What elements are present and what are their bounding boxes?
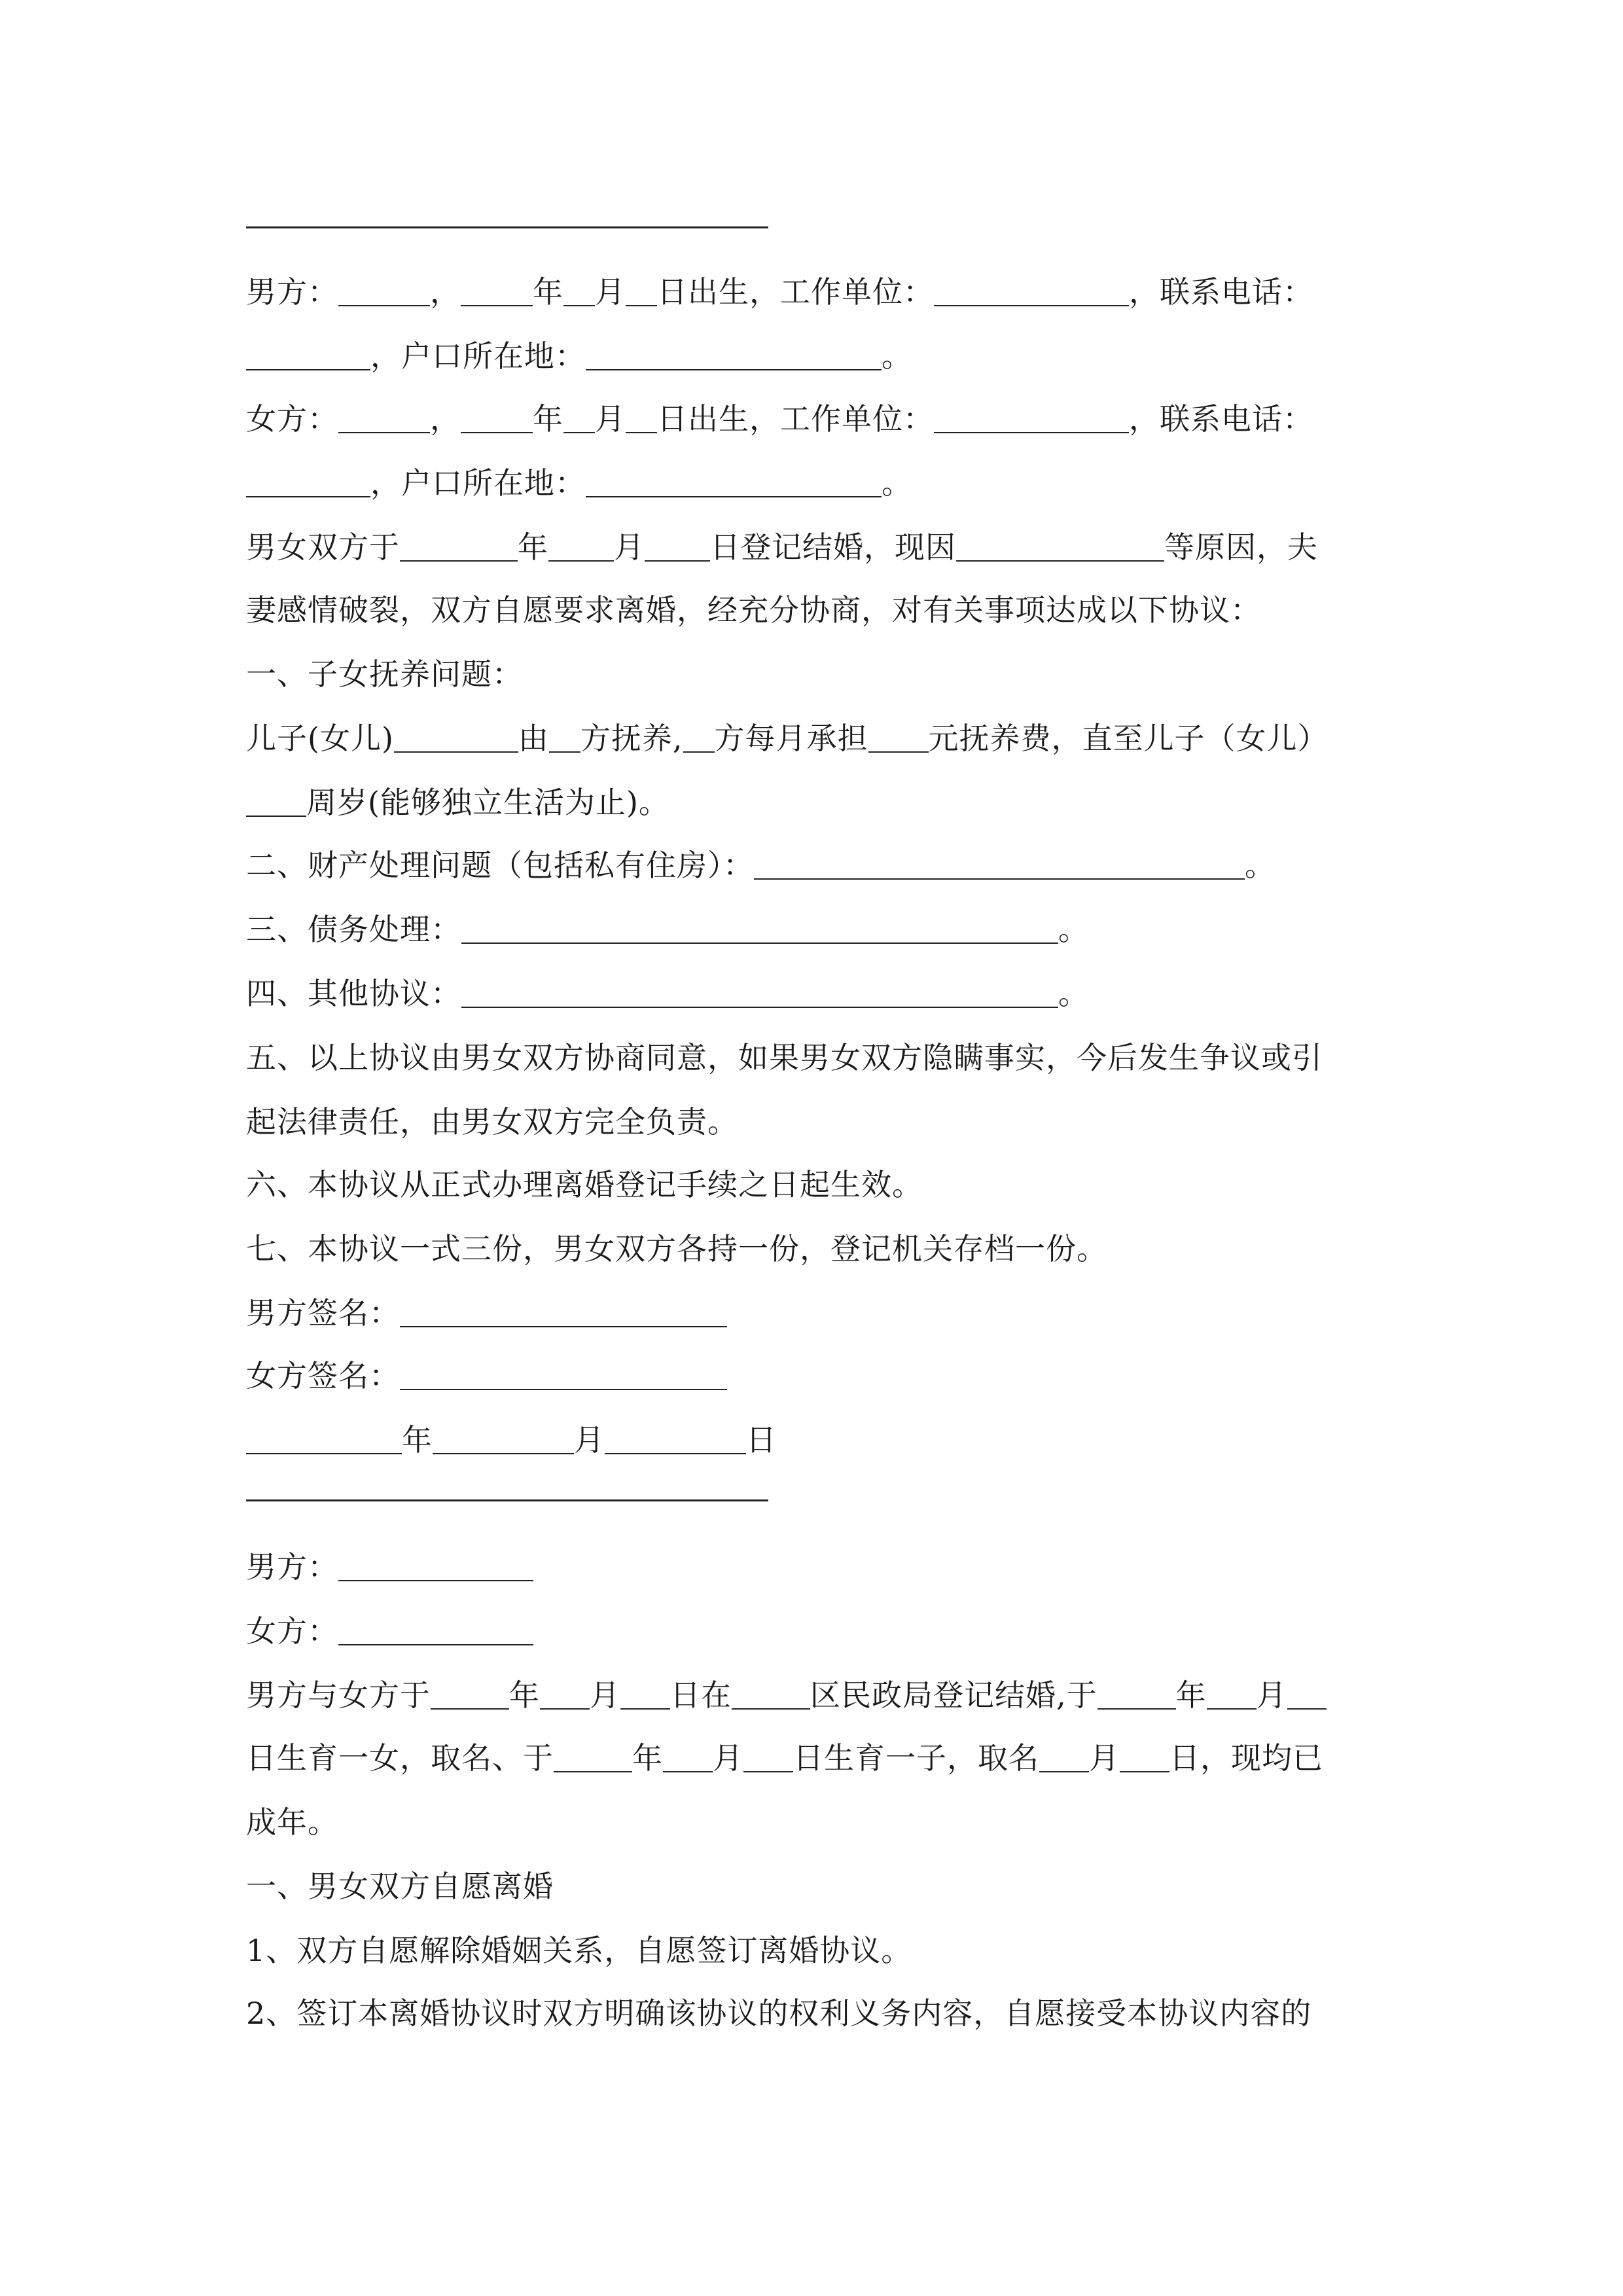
doc2-girl-day-field[interactable] [1287, 1681, 1327, 1710]
male-info-line-1: 男方： ， 年 月 日出生，工作单位： ，联系电话： [246, 274, 1313, 310]
male-phone-field[interactable] [246, 342, 370, 370]
custody-party-field[interactable] [549, 724, 580, 753]
top-separator [246, 226, 768, 228]
feelings-line: 妻感情破裂，双方自愿要求离婚，经充分协商，对有关事项达成以下协议： [246, 592, 1261, 628]
doc2-marriage-day-field[interactable] [620, 1681, 670, 1710]
doc2-section-1: 一、男女双方自愿离婚 [246, 1869, 554, 1904]
child-line-1: 儿子(女儿) 由 方抚养, 方每月承担 元抚养费，直至儿子（女儿） [246, 721, 1329, 756]
doc2-boy-year-field[interactable] [554, 1744, 632, 1772]
doc2-marriage-year-field[interactable] [431, 1681, 509, 1710]
doc2-adult-line: 成年。 [246, 1804, 338, 1840]
child-name-field[interactable] [394, 724, 518, 753]
middle-separator [246, 1499, 768, 1501]
male-birth-month-field[interactable] [563, 278, 595, 306]
doc2-girl-year-field[interactable] [1097, 1681, 1176, 1710]
doc2-female-line: 女方： [246, 1611, 533, 1651]
doc2-boy-day-field[interactable] [743, 1744, 793, 1772]
doc2-marriage-month-field[interactable] [540, 1681, 590, 1710]
doc2-name-month-field[interactable] [1039, 1744, 1089, 1772]
female-phone-field[interactable] [246, 469, 370, 497]
marriage-year-field[interactable] [400, 533, 518, 562]
section-7: 七、本协议一式三份，男女双方各持一份，登记机关存档一份。 [246, 1231, 1107, 1266]
female-info-line-1: 女方： ， 年 月 日出生，工作单位： ，联系电话： [246, 401, 1313, 437]
debt-field[interactable] [461, 915, 1058, 944]
male-signature-line: 男方签名： [246, 1293, 727, 1333]
female-hukou-field[interactable] [586, 469, 882, 497]
sign-year-field[interactable] [246, 1426, 402, 1454]
doc2-intro-line-1: 男方与女方于 年 月 日在 区民政局登记结婚,于 年 月 [246, 1676, 1327, 1715]
support-amount-field[interactable] [868, 724, 929, 753]
property-field[interactable] [754, 851, 1245, 880]
doc2-male-line: 男方： [246, 1547, 533, 1587]
marriage-line: 男女双方于 年 月 日登记结婚，现因 等原因，夫 [246, 529, 1318, 565]
male-name-field[interactable] [338, 278, 430, 306]
female-label: 女方： [246, 401, 338, 437]
marriage-day-field[interactable] [645, 533, 710, 562]
child-line-2: 周岁(能够独立生活为止)。 [246, 783, 669, 822]
doc2-item-2: 2、签订本离婚协议时双方明确该协议的权利义务内容，自愿接受本协议内容的 [246, 1996, 1312, 2031]
doc2-boy-month-field[interactable] [663, 1744, 713, 1772]
support-age-field[interactable] [246, 788, 306, 817]
doc2-female-name-field[interactable] [338, 1617, 533, 1645]
sign-month-field[interactable] [433, 1426, 574, 1454]
section-1-title: 一、子女抚养问题： [246, 656, 523, 692]
section-5-line-2: 起法律责任，由男女双方完全负责。 [246, 1104, 738, 1139]
female-name-field[interactable] [338, 404, 430, 433]
doc2-district-field[interactable] [732, 1681, 810, 1710]
male-hukou-field[interactable] [586, 342, 882, 370]
doc2-name-day-field[interactable] [1120, 1744, 1169, 1772]
date-line: 年 月 日 [246, 1420, 777, 1460]
section-3: 三、债务处理： 。 [246, 912, 1089, 947]
divorce-reason-field[interactable] [956, 533, 1164, 562]
female-birth-day-field[interactable] [626, 404, 657, 433]
male-birth-day-field[interactable] [626, 278, 657, 306]
male-label: 男方： [246, 274, 338, 310]
doc2-male-name-field[interactable] [338, 1552, 533, 1581]
payer-party-field[interactable] [683, 724, 715, 753]
male-birth-year-field[interactable] [461, 278, 533, 306]
female-info-line-2: ，户口所在地： 。 [246, 463, 912, 503]
female-birth-year-field[interactable] [461, 404, 533, 433]
section-5-line-1: 五、以上协议由男女双方协商同意，如果男女双方隐瞒事实，今后发生争议或引 [246, 1040, 1323, 1075]
female-employer-field[interactable] [934, 404, 1129, 433]
male-info-line-2: ，户口所在地： 。 [246, 336, 912, 376]
male-signature-field[interactable] [400, 1299, 727, 1327]
male-employer-field[interactable] [934, 278, 1129, 306]
doc2-girl-month-field[interactable] [1207, 1681, 1257, 1710]
marriage-month-field[interactable] [548, 533, 614, 562]
sign-day-field[interactable] [605, 1426, 746, 1454]
section-2: 二、财产处理问题（包括私有住房）： 。 [246, 848, 1275, 883]
female-signature-field[interactable] [400, 1361, 727, 1390]
female-birth-month-field[interactable] [563, 404, 595, 433]
other-agreement-field[interactable] [461, 979, 1058, 1008]
doc2-item-1: 1、双方自愿解除婚姻关系，自愿签订离婚协议。 [246, 1933, 912, 1968]
section-4: 四、其他协议： 。 [246, 976, 1089, 1011]
section-6: 六、本协议从正式办理离婚登记手续之日起生效。 [246, 1167, 923, 1202]
doc2-intro-line-2: 日生育一女，取名、于 年 月 日生育一子，取名 月 日，现均已 [246, 1740, 1323, 1776]
female-signature-line: 女方签名： [246, 1356, 727, 1395]
